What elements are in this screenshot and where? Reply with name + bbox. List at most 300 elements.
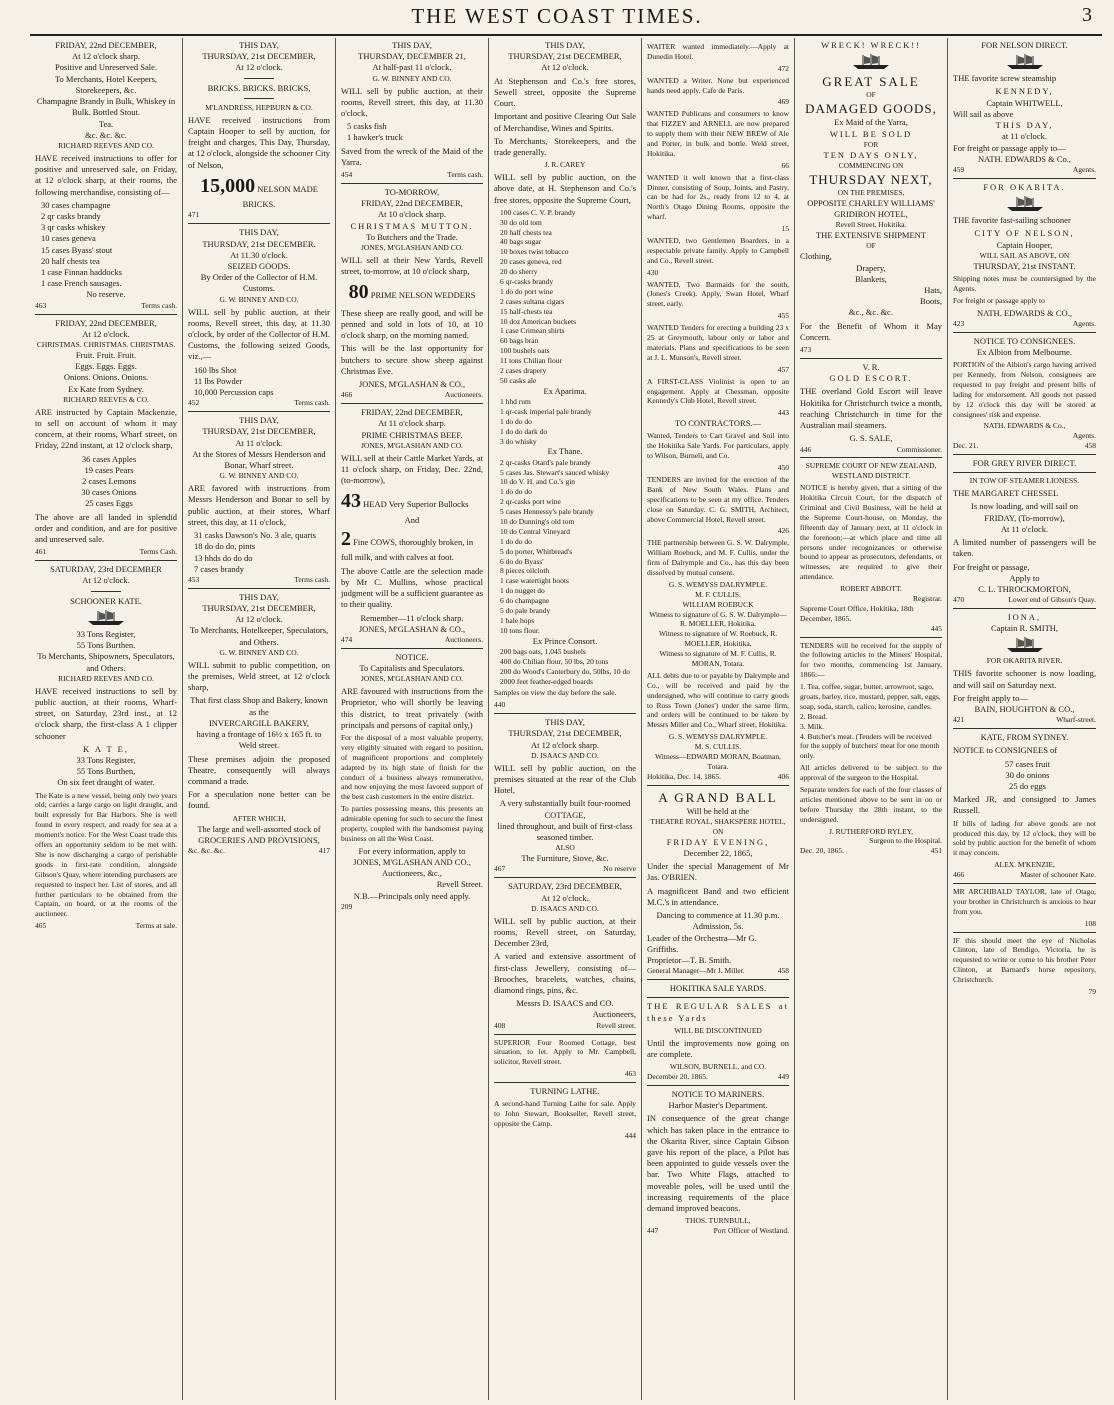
- ad-terms: No reserve: [603, 864, 636, 874]
- ad-footer: [647, 772, 789, 782]
- list-item: 2. Bread.: [800, 711, 828, 721]
- ad-line: Positive and Unreserved Sale.: [55, 62, 157, 73]
- ad-footer: [188, 575, 330, 585]
- list-item: 1 case watertight boots: [500, 576, 569, 586]
- ad-line: NELSON MADE: [257, 183, 318, 194]
- ad-subhead: Ex Thane.: [547, 446, 583, 457]
- classified-ad: TENDERS are invited for the erection of the Bank of New South Wales. Plans and specifications to be seen at my office. Tenders close on Saturday. C. G. SMITH, Architect, above Commercial Hotel, Revell street.: [647, 474, 789, 524]
- ad-line: V. R.: [862, 361, 880, 372]
- ad-signature: G. S. WEMYSS DALRYMPLE.: [668, 579, 768, 589]
- list-item: 3 do whisky: [500, 436, 537, 446]
- ad-line: Fine COWS, thoroughly broken, in full milk, and with calves at foot.: [341, 537, 474, 563]
- ad-signature: JONES, M'GLASHAN & CO.,: [358, 623, 466, 634]
- ad-number: 463: [35, 300, 47, 310]
- ad-body: Samples on view the day before the sale.: [494, 688, 617, 698]
- ad-time: At 12 o'clock.: [82, 328, 130, 339]
- ad-body: For a speculation none better can be found.: [188, 789, 330, 811]
- divider: [953, 454, 1096, 455]
- ad-title: SEIZED GOODS.: [227, 261, 291, 272]
- ad-date: SATURDAY, 23rd DECEMBER,: [508, 881, 622, 892]
- ad-number: 443: [777, 408, 789, 418]
- ad-number: 459: [953, 164, 965, 174]
- ad-title: FOR GREY RIVER DIRECT.: [972, 458, 1077, 469]
- list-item: 6 do do Byass': [500, 556, 544, 566]
- ad-line: Auctioneers,: [592, 1009, 636, 1020]
- ad-day: THIS DAY,: [545, 717, 585, 728]
- ad-line: For freight or passage apply to—: [953, 142, 1066, 153]
- ad-line: Will be held at the: [686, 805, 750, 816]
- ad-line: Supreme Court Office, Hokitika, 18th December, 1865.: [800, 603, 914, 623]
- ad-line: That first class Shop and Bakery, known as the: [190, 695, 328, 717]
- list-item: 1 hawker's truck: [347, 132, 403, 143]
- ad-body: These premises adjoin the proposed Theatre, consequently will always command a trade.: [188, 753, 330, 786]
- ad-list: [494, 458, 636, 636]
- list-item: 20 half chests tea: [500, 227, 552, 237]
- list-item: 36 cases Apples: [81, 453, 137, 464]
- ad-title: HOKITIKA SALE YARDS.: [669, 983, 767, 994]
- ad-quantity: 2: [341, 528, 351, 551]
- ad-body: A varied and extensive assortment of first-class Jewellery, consisting of—Brooches, bracelets, watches, chains, diamond rings, pins, &c.: [494, 951, 636, 995]
- list-item: 1 do do do: [500, 536, 532, 546]
- ship-icon: [1005, 54, 1045, 70]
- ad-time: At 12 o'clock sharp.: [530, 739, 600, 750]
- ad-line: CHRISTMAS. CHRISTMAS. CHRISTMAS.: [36, 340, 176, 350]
- ad-line: Admission, 5s.: [692, 921, 744, 932]
- ad-number: 455: [777, 311, 789, 321]
- ad-line: PRIME NELSON WEDDERS: [370, 290, 476, 301]
- ad-body: HAVE received instructions to offer for positive and unreserved sale, on Friday, at 12 o'clock sharp, at their rooms, the following merchandise, consisting of—: [35, 152, 177, 197]
- list-item: 30 do old tom: [500, 217, 542, 227]
- ad-subhead: Ex Aparima.: [543, 385, 587, 396]
- ad-title: SCHOONER KATE.: [70, 595, 142, 606]
- ad-body: NOTICE to CONSIGNEES of: [953, 745, 1058, 756]
- ad-line: For freight or passage,: [953, 561, 1030, 572]
- divider: [953, 932, 1096, 933]
- ad-title: IONA,: [1007, 612, 1042, 623]
- ad-date: FRIDAY EVENING,: [666, 836, 770, 847]
- classified-ad: MR ARCHIBALD TAYLOR, late of Otago, your brother in Christchurch is anxious to hear from you.: [953, 887, 1096, 916]
- list-item: 13 hhds do do do: [194, 552, 253, 563]
- classified-ad: IF this should meet the eye of Nicholas Clinton, late of Bendigo, Victoria, he is requested to write or come to his brother Peter Clinton, at Barnard's horse repository, Christchurch.: [953, 935, 1096, 985]
- ad-body: WILL sell by public auction, on the premises situated at the rear of the Club Hotel,: [494, 762, 636, 796]
- ship-icon: [86, 610, 126, 626]
- list-item: 200 do Wood's Canterbury do, 50lbs, 10 do: [500, 666, 630, 676]
- ad-body: This will be the last opportunity for butchers to secure show sheep against Christmas Eve.: [341, 343, 483, 376]
- ad-title: CHRISTMAS MUTTON.: [350, 220, 474, 231]
- divider: [800, 637, 942, 638]
- ad-line: By Order of the Collector of H.M. Customs.: [200, 272, 318, 294]
- ad-date: Dec. 21.: [953, 441, 979, 451]
- list-item: 10 tons flour.: [500, 625, 540, 635]
- ad-number: 444: [624, 1130, 636, 1140]
- ad-line: WILL BE SOLD: [829, 128, 913, 139]
- ad-signature: G. S. SALE,: [849, 433, 893, 444]
- ad-number: 474: [341, 634, 353, 644]
- ad-terms: Terms cash.: [294, 574, 330, 584]
- classified-ad: WANTED, Two Barmaids for the south, (Jones's Creek). Apply, Swan Hotel, Wharf street, early.: [647, 279, 789, 309]
- list-item: 100 bushels oats: [500, 346, 550, 356]
- column-4: [489, 38, 642, 1400]
- ad-footer: [647, 1226, 789, 1236]
- ad-line: Onions. Onions. Onions.: [63, 372, 149, 383]
- ship-icon: [851, 54, 891, 70]
- ad-line: Leader of the Orchestra—Mr G. Griffiths.: [647, 932, 757, 954]
- ad-date: THURSDAY, 21st DECEMBER,: [202, 51, 316, 62]
- ad-line: COTTAGE,: [544, 809, 586, 820]
- ad-headline: CITY OF NELSON,: [974, 228, 1075, 239]
- list-item: 2 qr-casks port wine: [500, 497, 561, 507]
- divider: [647, 785, 789, 786]
- ad-title: NOTICE TO CONSIGNEES.: [973, 335, 1076, 346]
- ad-firm: J. R. CAREY: [544, 160, 586, 170]
- ad-body: NOTICE is hereby given, that a sitting of the Hokitika Circuit Court, for the dispatch of Criminal and Civil Business, will be held at the Supreme Court-house, on Monday, the fifteenth day of January next, at 11 o'clock in the forenoon;—at which place and time all persons under recognizances or otherwise bound to appear as prosecutors, defendants, or witnesses, are required to give their attendance.: [800, 483, 942, 582]
- ad-line: Remember—11 o'clock sharp.: [360, 612, 464, 623]
- column-3: [336, 38, 489, 1400]
- masthead: [0, 4, 1114, 34]
- ad-line: Surgeon to the Hospital.: [869, 836, 942, 846]
- ad-number: 440: [494, 700, 506, 710]
- ad-day: TO-MORROW,: [384, 186, 440, 197]
- list-item: 60 bags bran: [500, 336, 539, 346]
- ad-body: The Kate is a new vessel, being only two years old; carries a large cargo on light draught, and built expressly for Bar Harbors. She is well found in every respect, and ready for sea at a moment's notice. For the West Coast trade this offers an opportunity seldom to be met with. She is now discharging a cargo of perishable goods in first-rate condition, alongside Gibson's Quay, where intending purchasers are requested to inspect her. List of stores, and all further particulars to be obtained from the Captain, on board, or at the rooms of the auctioneer.: [35, 790, 177, 919]
- divider: [35, 314, 177, 315]
- ad-title: FOR OKARITA.: [983, 181, 1066, 192]
- ad-body: WILL sell by public auction, at their rooms, Revell street, this day, at 11.30 o'clock, by order of the Collector of H.M. Customs, the following seized Goods, viz.,—: [188, 306, 330, 362]
- ad-signature: JONES, M'GLASHAN & CO.,: [358, 379, 466, 390]
- ad-body: THE favorite screw steamship: [953, 73, 1057, 84]
- ad-line: having a frontage of 16½ x 165 ft. to Weld street.: [196, 729, 322, 751]
- ad-line: Ex Kate from Sydney.: [68, 383, 144, 394]
- ad-number: 446: [800, 444, 812, 454]
- ad-signature: WILLIAM ROEBUCK: [682, 599, 754, 609]
- ad-body: All articles delivered to be subject to the approval of the surgeon to the Hospital.: [800, 763, 942, 783]
- ad-line: IN TOW OF STEAMER LIONESS.: [969, 476, 1080, 486]
- list-item: 1 do do do: [500, 416, 532, 426]
- ad-time: At 12 o'clock.: [541, 62, 589, 73]
- ad-body: Separate tenders for each of the four classes of articles mentioned above to be sent in on or before Thursday the 28th instant, to the undersigned.: [800, 785, 942, 824]
- ad-date: THURSDAY, 21st DECEMBER,: [508, 728, 622, 739]
- ad-line: ON: [712, 826, 724, 836]
- ad-line: 55 Tons Burthen,: [76, 766, 136, 777]
- list-item: 2 qr-casks Otard's pale brandy: [500, 457, 591, 467]
- ad-line: lined throughout, and built of first-class seasoned timber.: [497, 820, 633, 843]
- list-item: 5 cases Hennessy's pale brandy: [500, 507, 594, 517]
- ad-line: Commissioner.: [896, 444, 942, 454]
- ad-line: Proprietor—T. B. Smith.: [647, 955, 732, 966]
- ad-line: Will sail as above: [953, 108, 1014, 119]
- ad-footer: [800, 846, 942, 856]
- ad-quantity: 15,000: [200, 174, 256, 197]
- ad-date: THURSDAY, 21st DECEMBER,: [202, 426, 316, 437]
- list-item: 6 do champagne: [500, 596, 550, 606]
- list-item: 5 casks fish: [347, 121, 387, 132]
- divider: [244, 78, 274, 79]
- list-item: 2 cases sultana cigars: [500, 296, 565, 306]
- ad-number: 457: [777, 364, 789, 374]
- ad-firm: JONES, M'GLASHAN AND CO.: [361, 243, 463, 253]
- ad-line: ALSO: [555, 843, 575, 853]
- list-item: Clothing,: [800, 251, 832, 262]
- ad-number: 451: [930, 846, 942, 856]
- ad-body: THIS favorite schooner is now loading, and will sail on Saturday next.: [953, 668, 1096, 690]
- list-item: 3 qr casks whiskey: [41, 222, 106, 233]
- ad-number: 461: [35, 547, 47, 557]
- classified-ad: THE partnership between G. S. W. Dalrymple, William Roebuck, and M. F. Cullis, under the firm of Dalrymple and Co., has this day been dissolved by mutual consent.: [647, 538, 789, 577]
- ad-body: A magnificent Band and two efficient M.C.'s in attendance.: [647, 885, 789, 907]
- ad-footer: [953, 595, 1096, 605]
- list-item: 15 half-chests tea: [500, 306, 553, 316]
- ad-line: INVERCARGILL BAKERY,: [208, 717, 310, 728]
- ad-date: THURSDAY, 21st INSTANT.: [973, 260, 1076, 271]
- ad-body: IN consequence of the great change which has taken place in the entrance to the Okarita River, since Captain Gibson gave his report of the place, a Pilot has been appointed to guide vessels over the bar. Two White Flags, attached to moveable poles, will be used until the increasing requirements of the place demand improved beacons.: [647, 1113, 789, 1214]
- ad-footer: [341, 635, 483, 645]
- ad-line: OF: [866, 90, 876, 100]
- list-item: 3. Milk.: [800, 721, 824, 731]
- ad-signature: ROBERT ABBOTT.: [840, 584, 902, 594]
- ad-date: FRIDAY, 22nd DECEMBER,: [361, 198, 463, 209]
- ad-list: [35, 200, 177, 290]
- ad-list: [494, 647, 636, 687]
- ad-date: December 20, 1865.: [647, 1072, 708, 1081]
- divider: [188, 411, 330, 412]
- ad-title: TO CONTRACTORS.—: [674, 418, 762, 429]
- ad-number: 463: [624, 1069, 636, 1079]
- ad-line: OPPOSITE CHARLEY WILLIAMS': [807, 197, 935, 208]
- ad-line: No reserve.: [86, 289, 126, 300]
- ad-line: BRICKS.: [242, 199, 276, 210]
- ad-body: WILL sell by public auction, at their rooms, Revell street, on Saturday, December 23rd,: [494, 915, 636, 949]
- list-item: 1 do do port wine: [500, 286, 553, 296]
- ad-line: Lower end of Gibson's Quay.: [1008, 595, 1096, 605]
- divider: [494, 877, 636, 878]
- ad-line: THEATRE ROYAL, SHAKSPERE HOTEL,: [650, 817, 786, 827]
- ad-signature: C. L. THROCKMORTON,: [978, 583, 1071, 594]
- list-item: 400 do Chilian flour, 50 lbs, 20 tons: [500, 656, 609, 666]
- list-item: Hats,: [924, 285, 942, 295]
- masthead-rule: [30, 34, 1102, 36]
- ad-date: THURSDAY, 21st DECEMBER,: [202, 603, 316, 614]
- ad-line: To Merchants, Hotelkeeper, Speculators, and Others.: [189, 625, 329, 647]
- ad-number: 447: [647, 1226, 659, 1236]
- ad-terms: Terms Cash.: [139, 547, 177, 557]
- ad-title: TURNING LATHE.: [530, 1086, 600, 1097]
- ad-line: Agents.: [1072, 318, 1096, 328]
- ad-firm: G. W. BINNEY AND CO.: [219, 647, 299, 657]
- ad-line: Auctioneers, &c.,: [382, 868, 442, 879]
- ad-number: 108: [1084, 918, 1096, 928]
- ad-line: HEAD Very Superior Bullocks: [363, 499, 469, 510]
- list-item: 5 do pale brandy: [500, 606, 551, 616]
- ad-headline: [341, 488, 483, 514]
- list-item: 11 tons Chilian flour: [500, 356, 563, 366]
- column-1: [30, 38, 183, 1400]
- ad-date: THURSDAY, DECEMBER 21,: [358, 51, 466, 62]
- ad-list: [188, 365, 330, 399]
- ad-line: Tea.: [98, 118, 114, 129]
- ad-date: THURSDAY, 21st DECEMBER.: [202, 238, 316, 249]
- ad-headline: GREAT SALE: [822, 74, 920, 90]
- ad-signature: NATH. EDWARDS & Co.,: [983, 421, 1066, 431]
- ad-line: N.B.—Principals only need apply.: [353, 890, 471, 901]
- ad-line: Revell street.: [596, 1020, 636, 1030]
- ad-body: WILL sell by public auction, at their rooms, Revell street, this day, at 11.30 o'clock,: [341, 85, 483, 118]
- list-item: 10 do Central Vineyard: [500, 526, 571, 536]
- ad-date: FRIDAY, 22nd DECEMBER,: [361, 407, 463, 418]
- ad-footer: [953, 165, 1096, 175]
- ad-body: A limited number of passengers will be taken.: [953, 537, 1096, 559]
- ad-headline: [341, 279, 483, 305]
- ad-title: NOTICE TO MARINERS.: [671, 1088, 765, 1099]
- ad-number: 469: [777, 97, 789, 107]
- ad-number: 423: [953, 318, 965, 328]
- ad-line: WESTLAND DISTRICT.: [831, 471, 911, 481]
- ad-title: WRECK! WRECK!!: [821, 40, 921, 50]
- ad-body: Under the special Management of Mr Jas. O'BRIEN.: [647, 861, 789, 883]
- ad-footer: [35, 301, 177, 311]
- divider: [800, 457, 942, 458]
- ad-footer: [647, 1072, 789, 1082]
- ad-day: THIS DAY,: [239, 227, 279, 238]
- ad-line: FOR OKARITA RIVER.: [986, 656, 1063, 666]
- ad-headline: DAMAGED GOODS,: [805, 101, 937, 117]
- ad-line: To Butchers and the Trade.: [366, 231, 458, 242]
- list-item: 160 lbs Shot: [194, 364, 237, 375]
- ad-number: 472: [777, 63, 789, 73]
- ad-number: 450: [777, 463, 789, 473]
- list-item: 1 qr-cask imperial pale brandy: [500, 406, 592, 416]
- ad-title: SUPREME COURT OF NEW ZEALAND,: [805, 461, 937, 471]
- list-item: 10 do Dunning's old tom: [500, 517, 575, 526]
- ad-body: To Merchants, Storekeepers, and the trade generally.: [494, 135, 636, 157]
- ad-line: Wharf-street.: [1056, 715, 1096, 725]
- ad-list: [800, 682, 942, 761]
- divider: [494, 1034, 636, 1035]
- list-item: 19 cases Pears: [84, 464, 134, 475]
- ad-number: 458: [777, 966, 789, 976]
- list-item: 5 do porter, Whitbread's: [500, 546, 573, 556]
- divider: [953, 178, 1096, 179]
- list-item: 7 cases brandy: [194, 563, 245, 574]
- ad-day: THIS DAY,: [239, 40, 279, 50]
- ad-date: FRIDAY, (To-morrow),: [984, 512, 1065, 523]
- list-item: 6 qr-casks brandy: [500, 276, 554, 286]
- list-item: 50 casks ale: [500, 375, 537, 385]
- classified-ad: WANTED a Writer. None but experienced hands need apply. Cafe de Paris.: [647, 75, 789, 95]
- ad-line: For freight apply to—: [953, 692, 1028, 703]
- list-item: 10 do V. H. and Co.'s gin: [500, 477, 576, 487]
- ad-body: ARE favored with instructions from Messrs Henderson and Bonar to sell by public auction, at their stores, Wharf street, this day, at 11 o'clock,: [188, 483, 330, 527]
- list-item: 18 do do do, pints: [194, 541, 256, 552]
- ad-line: COMMENCING ON: [838, 160, 904, 170]
- ad-line: THE EXTENSIVE SHIPMENT: [815, 230, 927, 241]
- ad-body: THE REGULAR SALES at these Yards: [647, 1001, 789, 1023]
- ad-line: 33 Tons Register,: [76, 628, 136, 639]
- ad-number: 66: [781, 160, 789, 170]
- ad-body: TENDERS will be received for the supply of the following articles to the Miners' Hospital, for two months, commencing 1st January, 1866:—: [800, 640, 942, 680]
- list-item: 10 doz American buckets: [500, 316, 577, 326]
- ad-body: WILL submit to public competition, on the premises, Weld street, at 12 o'clock sharp,: [188, 659, 330, 693]
- ad-title: BRICKS. BRICKS. BRICKS,: [207, 82, 311, 93]
- list-item: 2 cases drapery: [500, 365, 547, 375]
- ad-signature: NATH. EDWARDS & Co.,: [977, 153, 1072, 164]
- ad-line: Is now loading, and will sail on: [971, 501, 1078, 512]
- ad-line: WILL BE DISCONTINUED: [674, 1025, 762, 1035]
- ad-line: Witness—EDWARD MORAN, Boatman, Totara.: [655, 752, 781, 771]
- ad-number: 445: [930, 623, 942, 633]
- ad-number: 471: [188, 210, 200, 220]
- ad-line: Registrar.: [913, 593, 942, 603]
- classified-ad: WANTED Publicans and consumers to know that FIZZEY and ARNELL are now prepared to supply them with their NEW BREW of Ale and Porter, in bulk and bottle. Weld street, Hokitika.: [647, 109, 789, 158]
- ad-signature: JONES, M'GLASHAN AND CO.,: [353, 857, 471, 868]
- ad-body: WILL sell by public auction, on the above date, at H. Stephenson and Co.'s free stores, opposite the Supreme Court,: [494, 172, 636, 205]
- ad-footer: [953, 715, 1096, 725]
- list-item: 5 cases Jas. Stewart's sauced whisky: [500, 467, 610, 477]
- ad-list: [953, 759, 1096, 793]
- list-item: 11 lbs Powder: [194, 375, 243, 386]
- divider: [341, 403, 483, 404]
- ad-list: [188, 530, 330, 575]
- list-item: 1 bale hops: [500, 615, 535, 625]
- ad-line: 33 Tons Register,: [76, 754, 136, 765]
- ad-title: A GRAND BALL: [658, 789, 778, 805]
- ad-line: Captain WHITWELL,: [986, 97, 1063, 108]
- ad-line: Master of schooner Kate.: [1020, 870, 1096, 880]
- ad-line: Agents.: [1072, 431, 1096, 441]
- ad-footer: [953, 441, 1096, 451]
- classified-ad: WANTED, two Gentlemen Boarders, in a respectable private family. Apply to Campbell and Co., Revell street.: [647, 236, 789, 265]
- ad-line: ON THE PREMISES,: [837, 188, 905, 198]
- ad-firm: RICHARD REEVES AND CO.: [58, 673, 154, 683]
- ad-time: At 12 o'clock sharp.: [71, 51, 141, 62]
- ad-footer: [953, 870, 1096, 880]
- ad-line: Captain Hooper,: [996, 239, 1053, 250]
- list-item: 30 cases champagne: [41, 199, 111, 210]
- divider: [341, 648, 483, 649]
- ad-line: &c. &c. &c.: [188, 845, 225, 855]
- ad-footer: [800, 445, 942, 455]
- ad-date: THURSDAY, 21st DECEMBER,: [508, 51, 622, 62]
- ad-date: SATURDAY, 23rd DECEMBER: [50, 564, 162, 575]
- ad-date: Dec. 20, 1865.: [800, 846, 844, 856]
- ad-line: Apply to: [1009, 572, 1040, 583]
- divider: [953, 332, 1096, 333]
- list-item: 31 casks Dawson's No. 3 ale, quarts: [194, 530, 316, 541]
- list-item: 8 pieces oilcloth: [500, 566, 550, 576]
- ad-day: THIS DAY,: [239, 591, 279, 602]
- ad-body: WILL sell at their Cattle Market Yards, at 11 o'clock sharp, on Friday, Dec. 22nd, (to-morrow),: [341, 452, 483, 486]
- ad-footer: [494, 864, 636, 874]
- list-item: Blankets,: [855, 273, 887, 284]
- ad-time: At 11 o'clock.: [235, 437, 283, 448]
- list-item: 30 cases Onions: [81, 487, 137, 498]
- ad-line: Witness to signature of M. F. Cullis, R. MORAN, Totara.: [659, 649, 777, 668]
- classified-ad: WANTED Tenders for erecting a building 23 x 25 at Greymouth, labour only or labor and materials. Plans and specifications to be seen at J. L. Munson's, Revell street.: [647, 323, 789, 362]
- column-6: [795, 38, 948, 1400]
- ad-title: NOTICE.: [395, 651, 429, 662]
- ad-line: December 22, 1865,: [683, 848, 753, 859]
- ad-line: Agents.: [1072, 164, 1096, 174]
- ad-headline: KENNEDY,: [995, 86, 1054, 97]
- ad-terms: Terms cash.: [447, 170, 483, 180]
- ad-subhead: Ex Prince Consort.: [532, 635, 598, 646]
- ad-number: 467: [494, 864, 506, 874]
- divider: [494, 1082, 636, 1083]
- ad-time: At 12 o'clock.: [235, 62, 283, 73]
- ad-title: KATE, FROM SYDNEY.: [980, 732, 1069, 743]
- list-item: 2 qr casks brandy: [41, 210, 101, 221]
- classified-ad: Wanted, Tenders to Cart Gravel and Soil into the Hokitika Sale Yards. For particulars, apply to Wilson, Burnell, and Co.: [647, 431, 789, 461]
- ad-signature: J. RUTHERFORD RYLEY,: [828, 826, 914, 836]
